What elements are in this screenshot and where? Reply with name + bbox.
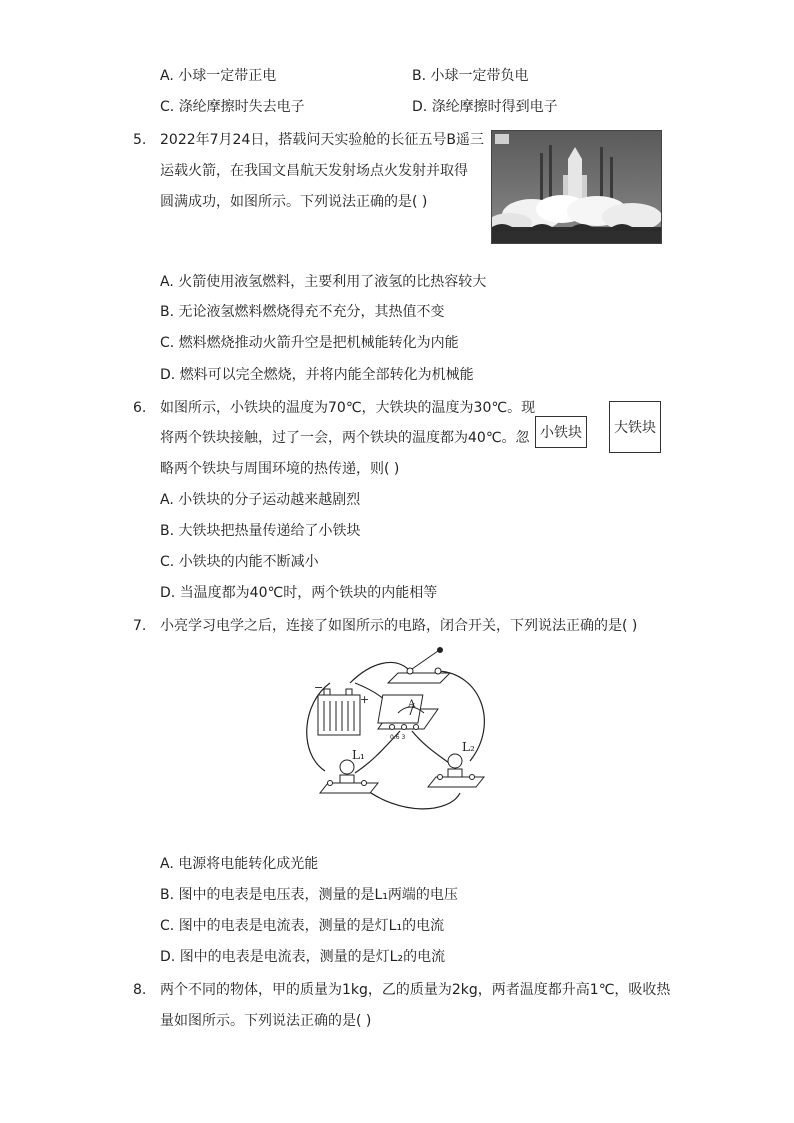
q6-option-c: C. 小铁块的内能不断减小 <box>160 554 319 570</box>
q8-stem-line-2: 量如图所示。下列说法正确的是( ) <box>160 1013 372 1029</box>
q7-option-b: B. 图中的电表是电压表，测量的是L₁两端的电压 <box>160 887 458 903</box>
q7-option-a: A. 电源将电能转化成光能 <box>160 856 319 872</box>
q6-stem-line-1: 如图所示，小铁块的温度为70℃，大铁块的温度为30℃。现 <box>160 400 536 416</box>
q7-option-d: D. 图中的电表是电流表，测量的是灯L₂的电流 <box>160 949 446 965</box>
q5-number: 5. <box>133 132 147 148</box>
q7-option-c: C. 图中的电表是电流表，测量的是灯L₁的电流 <box>160 918 445 934</box>
ammeter-label: A <box>408 699 416 710</box>
lamp-l2-label: L₂ <box>462 740 475 754</box>
rocket-launch-photo <box>491 130 662 244</box>
battery-plus-label: + <box>360 693 370 706</box>
circuit-drawing <box>300 643 496 821</box>
q8-number: 8. <box>133 982 147 998</box>
q6-stem-line-3: 略两个铁块与周围环境的热传递，则( ) <box>160 461 400 477</box>
q4-option-d: D. 涤纶摩擦时得到电子 <box>412 99 558 115</box>
small-iron-block: 小铁块 <box>535 416 587 448</box>
ammeter-terminal-labels: 0.6 3 <box>390 734 406 741</box>
q4-option-c: C. 涤纶摩擦时失去电子 <box>160 99 305 115</box>
q6-option-a: A. 小铁块的分子运动越来越剧烈 <box>160 492 361 508</box>
q6-option-d: D. 当温度都为40℃时，两个铁块的内能相等 <box>160 585 438 601</box>
lamp-l2 <box>428 754 484 787</box>
battery <box>318 689 360 735</box>
q4-option-b: B. 小球一定带负电 <box>412 68 529 84</box>
q5-option-a: A. 火箭使用液氢燃料，主要利用了液氢的比热容较大 <box>160 274 487 290</box>
circuit-diagram <box>300 643 496 821</box>
battery-minus-label: − <box>314 681 324 694</box>
q5-stem-line-2: 运载火箭，在我国文昌航天发射场点火发射并取得 <box>160 163 468 179</box>
q6-stem-line-2: 将两个铁块接触，过了一会，两个铁块的温度都为40℃。忽 <box>160 430 530 446</box>
q7-number: 7. <box>133 618 147 634</box>
lamp-l1-label: L₁ <box>352 748 365 762</box>
lamp-l1 <box>320 760 378 793</box>
q7-stem: 小亮学习电学之后，连接了如图所示的电路，闭合开关，下列说法正确的是( ) <box>160 618 638 634</box>
q5-stem-line-3: 圆满成功，如图所示。下列说法正确的是( ) <box>160 194 428 210</box>
q4-option-a: A. 小球一定带正电 <box>160 68 277 84</box>
q6-number: 6. <box>133 400 147 416</box>
rocket-launch-illustration <box>492 131 661 243</box>
q5-option-c: C. 燃料燃烧推动火箭升空是把机械能转化为内能 <box>160 335 459 351</box>
switch <box>388 648 450 684</box>
q8-stem-line-1: 两个不同的物体，甲的质量为1kg，乙的质量为2kg，两者温度都升高1℃，吸收热 <box>160 982 671 998</box>
big-iron-block: 大铁块 <box>609 401 661 453</box>
wire-l1-l2 <box>360 785 460 809</box>
q6-option-b: B. 大铁块把热量传递给了小铁块 <box>160 523 361 539</box>
q5-option-b: B. 无论液氢燃料燃烧得充不充分，其热值不变 <box>160 304 445 320</box>
q5-option-d: D. 燃料可以完全燃烧，并将内能全部转化为机械能 <box>160 367 474 383</box>
q5-stem-line-1: 2022年7月24日，搭载问天实验舱的长征五号B遥三 <box>160 132 484 148</box>
